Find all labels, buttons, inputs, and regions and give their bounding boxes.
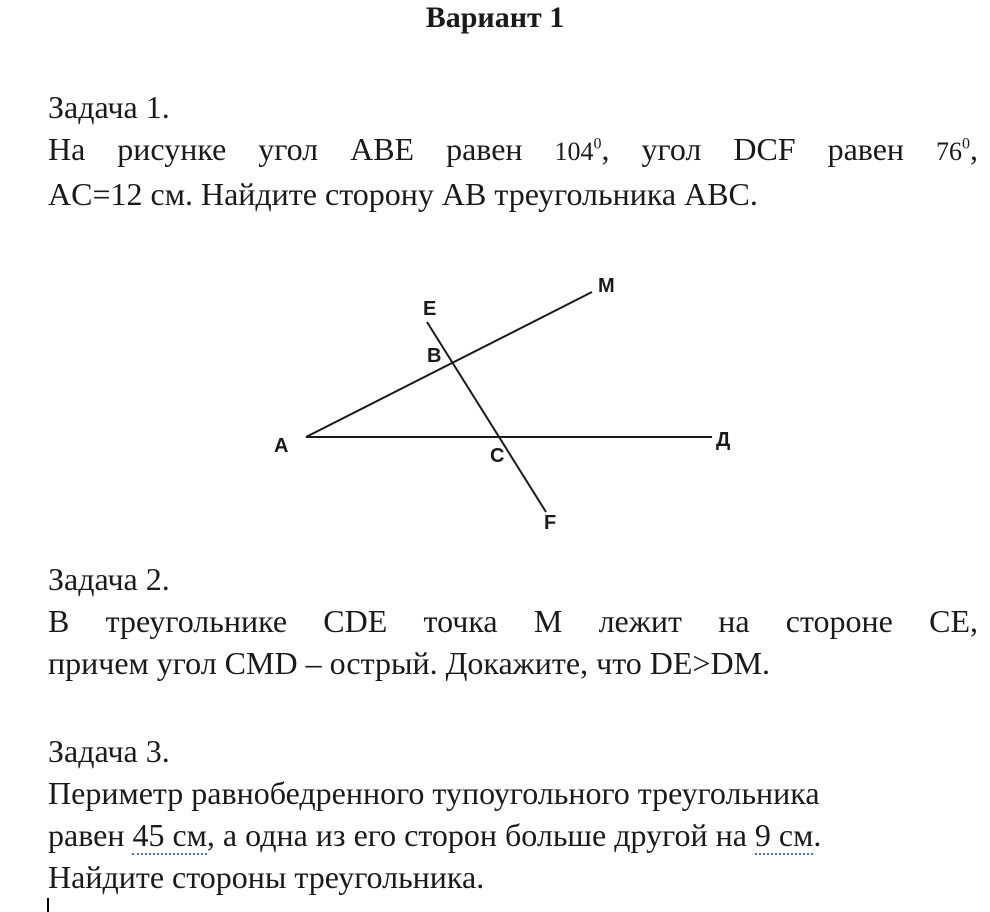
angle-dcf-value: 76 xyxy=(936,137,963,166)
task-2-line-1: В треугольнике CDE точка M лежит на стороне CE, xyxy=(48,603,978,639)
label-b: B xyxy=(427,345,442,367)
label-a: A xyxy=(274,435,289,457)
task-2-line-2: причем угол CMD – острый. Докажите, что DE>DM. xyxy=(48,645,771,681)
line-ef xyxy=(427,322,546,512)
variant-title: Вариант 1 xyxy=(425,1,565,34)
label-c: C xyxy=(490,445,505,467)
task-3-text-c: , а одна из его сторон больше другой на xyxy=(206,817,755,853)
label-d: Д xyxy=(716,429,731,451)
task-3-line-1: Периметр равнобедренного тупоугольного треугольника xyxy=(48,775,820,811)
angle-abe-value: 104 xyxy=(554,137,594,166)
task-2 xyxy=(48,558,978,684)
task-1-text-b: , угол DCF равен xyxy=(601,131,937,167)
task-2-heading: Задача 2. xyxy=(48,561,170,597)
label-f: F xyxy=(544,512,557,534)
label-e: E xyxy=(423,298,437,320)
task-1-heading: Задача 1. xyxy=(48,89,170,125)
label-m: M xyxy=(598,275,615,297)
task-3-text-a: равен xyxy=(48,817,133,853)
angle-dcf-degree: 0 xyxy=(962,135,971,153)
perimeter-value: 45 см xyxy=(132,817,207,853)
task-1-text-a: На рисунке угол ABE равен xyxy=(48,131,555,167)
task-3-text-e: . xyxy=(813,817,822,853)
difference-value: 9 см xyxy=(754,817,814,853)
task-3-line-2 xyxy=(48,814,978,856)
line-am xyxy=(306,292,592,437)
task-1-text-c: , xyxy=(970,131,979,167)
task-3-line-3: Найдите стороны треугольника. xyxy=(48,859,485,895)
task-3-heading: Задача 3. xyxy=(48,733,170,769)
text-cursor xyxy=(47,898,49,912)
angle-abe-degree: 0 xyxy=(593,135,602,153)
task-1-line-2: AC=12 см. Найдите сторону AB треугольника ABC. xyxy=(48,176,758,212)
task-3 xyxy=(48,730,978,898)
